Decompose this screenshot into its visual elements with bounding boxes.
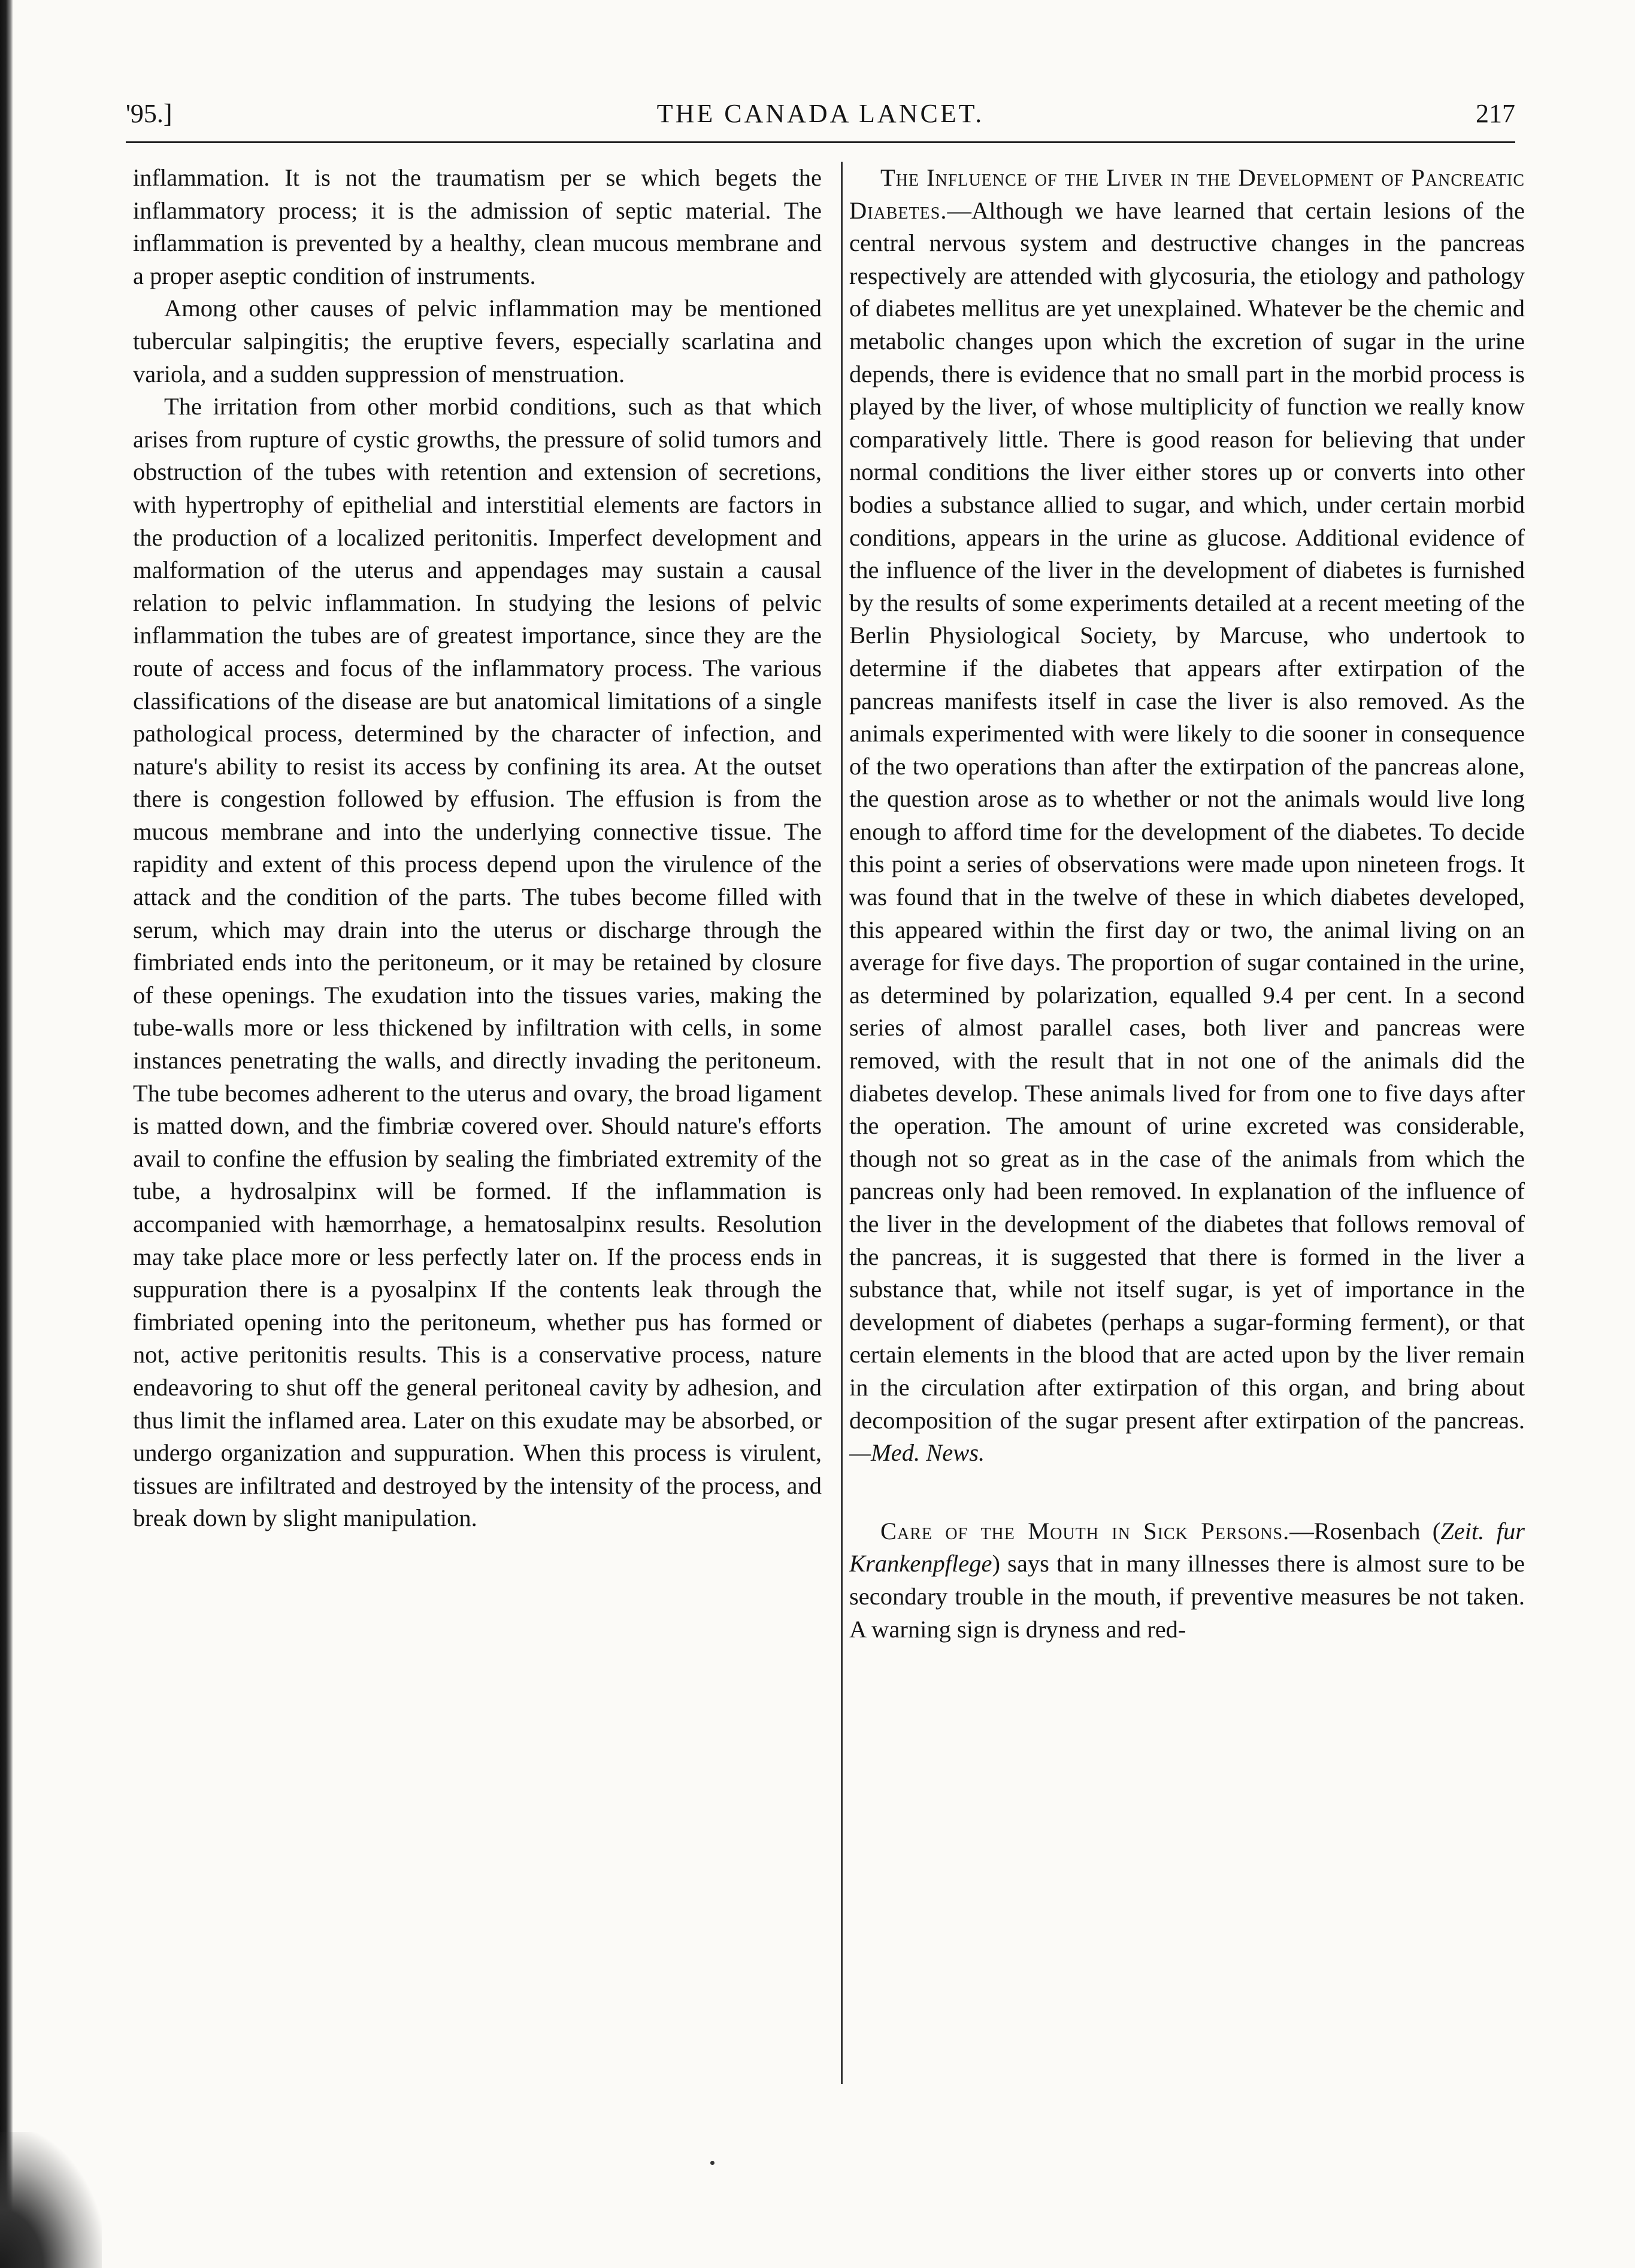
right-column [849,162,1525,2132]
article-liver-diabetes [849,162,1525,1470]
running-head [126,90,1515,138]
article-body: —Although we have learned that certain lesions of the central nervous system and destructive changes in the pancreas respectively are attended with glycosuria, the etiology and pathology of diabetes mellitus are yet unexplained. Whatever be the chemic and metabolic changes upon which the excretion of sugar in the urine depends, there is evidence that no small part in the morbid process is played by the liver, of whose multiplicity of function we really know comparatively little. There is good reason for believing that under normal conditions the liver either stores up or converts into other bodies a substance allied to sugar, and which, under certain morbid conditions, appears in the urine as glucose. Additional evidence of the influence of the liver in the development of diabetes is furnished by the results of some experiments detailed at a recent meeting of the Berlin Physiological Society, by Marcuse, who undertook to determine if the diabetes that appears after extirpation of the pancreas manifests itself in case the liver is also removed. As the animals experimented with were likely to die sooner in consequence of the two operations than after the extirpation of the pancreas alone, the question arose as to whether or not the animals would live long enough to afford time for the development of the diabetes. To decide this point a series of observations were made upon nineteen frogs. It was found that in the twelve of these in which diabetes developed, this appeared within the first day or two, the animal living on an average for five days. The proportion of sugar contained in the urine, as determined by polarization, equalled 9.4 per cent. In a second series of almost parallel cases, both liver and pancreas were removed, with the result that in not one of the animals did the diabetes develop. These animals lived for from one to five days after the operation. The amount of urine excreted was considerable, though not so great as in the case of the animals from which the pancreas only had been removed. In explanation of the influence of the liver in the development of the diabetes that follows removal of the pancreas, it is suggested that there is formed in the liver a substance that, while not itself sugar, is yet of importance in the development of diabetes (perhaps a sugar-forming ferment), or that certain elements in the blood that are acted upon by the liver remain in the circulation after extirpation of this organ, and bring about decomposition of the sugar present after extirpation of the pancreas. [849,196,1525,1434]
scan-edge-shadow [0,0,13,2268]
page-number: 217 [1476,99,1515,128]
article-gap [849,1470,1525,1515]
article-heading: The Influence of the Liver in the Development of Pancreatic Diabetes. [849,164,1525,224]
paragraph-causes: Among other causes of pelvic inflammation may be mentioned tubercular salpingitis; the eruptive fevers, especially scarlatina and variola, and a sudden suppression of menstruation. [133,295,822,387]
article-body-continued: ) says that in many illnesses there is almost sure to be secondary trouble in the mouth, if preventive measures be not taken. A warning sign is dryness and red- [849,1550,1525,1643]
stray-ink-dot [710,2161,714,2165]
article-body: —Rosenbach ( [1289,1517,1441,1545]
paragraph-continued: inflammation. It is not the traumatism per se which begets the inflammatory process; it is the admission of septic material. The inflammation is prevented by a healthy, clean mucous membrane and a proper aseptic condition of instruments. [133,164,822,289]
article-source: —Med. News. [849,1439,985,1467]
year-marker: '95.] [126,99,172,128]
journal-citation: Zeit. fur Krankenpflege [849,1517,1525,1577]
column-divider [841,162,843,2084]
left-column [133,162,822,2132]
article-heading: Care of the Mouth in Sick Persons. [880,1517,1290,1545]
header-rule [126,141,1515,143]
journal-title: THE CANADA LANCET. [656,99,985,128]
article-mouth-care [849,1515,1525,1646]
paragraph-irritation: The irritation from other morbid conditions, such as that which arises from rupture of cystic growths, the pressure of solid tumors and obstruction of the tubes with retention and extension of secretions, with hypertrophy of epithelial and interstitial elements are factors in the production of a localized peritonitis. Imperfect development and malformation of the uterus and appendages may sustain a causal relation to pelvic inflammation. In studying the lesions of pelvic inflammation the tubes are of greatest importance, since they are the route of access and focus of the inflammatory process. The various classifications of the disease are but anatomical limitations of a single pathological process, determined by the character of infection, and nature's ability to resist its access by confining its area. At the outset there is congestion followed by effusion. The effusion is from the mucous membrane and into the underlying connective tissue. The rapidity and extent of this process depend upon the virulence of the attack and the condition of the parts. The tubes become filled with serum, which may drain into the uterus or discharge through the fimbriated ends into the peritoneum, or it may be retained by closure of these openings. The exudation into the tissues varies, making the tube-walls more or less thickened by infiltration with cells, in some instances penetrating the walls, and directly invading the peritoneum. The tube becomes adherent to the uterus and ovary, the broad ligament is matted down, and the fimbriæ covered over. Should nature's efforts avail to confine the effusion by sealing the fimbriated extremity of the tube, a hydrosalpinx will be formed. If the inflammation is accompanied with hæmorrhage, a hematosalpinx results. Resolution may take place more or less perfectly later on. If the process ends in suppuration there is a pyosalpinx If the contents leak through the fimbriated opening into the peritoneum, whether pus has formed or not, active peritonitis results. This is a conservative process, nature endeavoring to shut off the general peritoneal cavity by adhesion, and thus limit the inflamed area. Later on this exudate may be absorbed, or undergo organization and suppuration. When this process is virulent, tissues are infiltrated and destroyed by the intensity of the process, and break down by slight manipulation. [133,393,822,1532]
scan-corner-shadow [0,2132,102,2268]
